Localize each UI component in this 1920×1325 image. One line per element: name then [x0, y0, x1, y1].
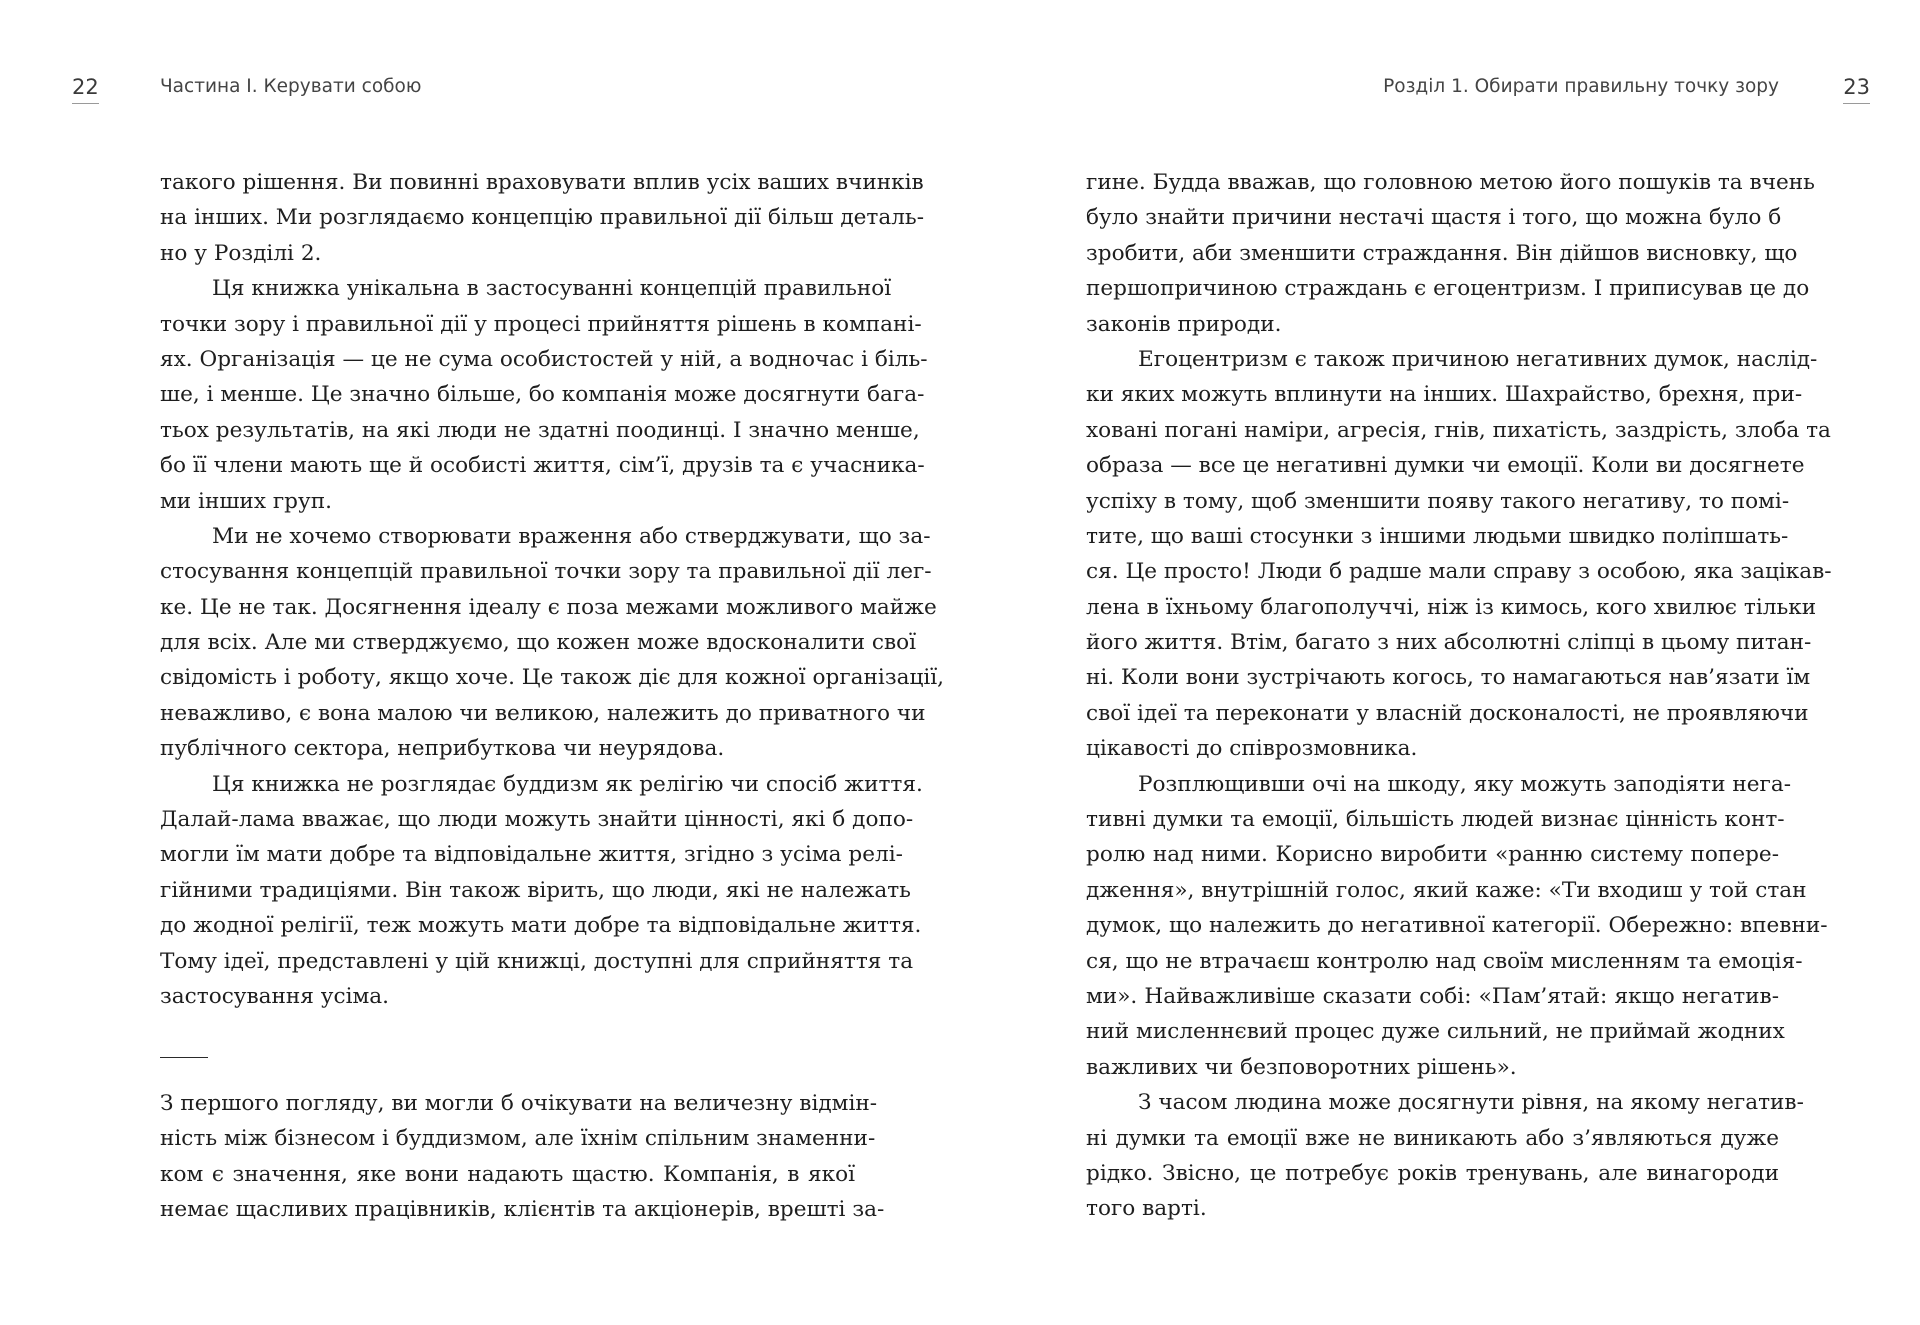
- text-line: Далай-лама вважає, що люди можуть знайти цінності, які б допо-: [160, 807, 914, 833]
- text-line: ні. Коли вони зустрічають когось, то намагаються нав’язати їм: [1086, 665, 1811, 691]
- text-line: було знайти причини нестачі щастя і того, що можна було б: [1086, 205, 1782, 231]
- paragraph: [1086, 767, 1828, 1086]
- left-page-continuation: [160, 1086, 885, 1228]
- text-line: но у Розділі 2.: [160, 240, 322, 266]
- text-line: застосування усіма.: [160, 983, 390, 1009]
- text-line: ше, і менше. Це значно більше, бо компанія може досягнути бага-: [160, 382, 925, 408]
- text-line: ний мисленнєвий процес дуже сильний, не приймай жодних: [1086, 1019, 1785, 1045]
- text-line: Тому ідеї, представлені у цій книжці, доступні для сприйняття та: [160, 948, 914, 974]
- text-line: цікавості до співрозмовника.: [1086, 736, 1418, 762]
- text-line: тивні думки та емоції, більшість людей визнає цінність конт-: [1086, 807, 1785, 833]
- text-line: на інших. Ми розглядаємо концепцію правильної дії більш деталь-: [160, 205, 924, 231]
- text-line: ховані погані наміри, агресія, гнів, пихатість, заздрість, злоба та: [1086, 417, 1831, 443]
- paragraph: [1086, 1085, 1804, 1227]
- text-line: ми». Найважливіше сказати собі: «Пам’ятай: якщо негатив-: [1086, 983, 1779, 1009]
- text-line: могли їм мати добре та відповідальне життя, згідно з усіма релі-: [160, 842, 903, 868]
- text-line: ся. Це просто! Люди б радше мали справу з особою, яка зацікав-: [1086, 559, 1832, 585]
- text-line: думок, що належить до негативної категорії. Обережно: впевни-: [1086, 913, 1828, 939]
- text-line: рідко. Звісно, це потребує років тренувань, але винагороди: [1086, 1160, 1779, 1186]
- text-line: ке. Це не так. Досягнення ідеалу є поза межами можливого майже: [160, 594, 937, 620]
- text-line: свідомість і роботу, якщо хоче. Це також діє для кожної організації,: [160, 665, 945, 691]
- text-line: ролю над ними. Корисно виробити «ранню систему попере-: [1086, 842, 1779, 868]
- text-line: для всіх. Але ми стверджуємо, що кожен може вдосконалити свої: [160, 630, 917, 656]
- text-line: того варті.: [1086, 1196, 1207, 1222]
- paragraph: [1086, 342, 1832, 767]
- text-line: успіху в тому, щоб зменшити появу такого негативу, то помі-: [1086, 488, 1790, 514]
- text-line: свої ідеї та переконати у власній досконалості, не проявляючи: [1086, 700, 1809, 726]
- text-line: Ми не хочемо створювати враження або стверджувати, що за-: [212, 523, 931, 549]
- text-line: до жодної релігії, теж можуть мати добре та відповідальне життя.: [160, 913, 922, 939]
- text-line: З часом людина може досягнути рівня, на якому негатив-: [1138, 1090, 1804, 1116]
- text-line: гине. Будда вважав, що головною метою його пошуків та вчень: [1086, 170, 1815, 195]
- page-number-right: 23: [1843, 74, 1870, 104]
- text-line: бо її члени мають ще й особисті життя, сім’ї, друзів та є учасника-: [160, 453, 925, 479]
- text-line: образа — все це негативні думки чи емоції. Коли ви досягнете: [1086, 453, 1805, 479]
- paragraph: [160, 519, 945, 767]
- text-line: дження», внутрішній голос, який каже: «Ти входиш у той стан: [1086, 877, 1807, 903]
- text-line: першопричиною страждань є егоцентризм. І приписував це до: [1086, 276, 1810, 302]
- text-line: публічного сектора, неприбуткова чи неурядова.: [160, 736, 725, 762]
- running-head-right: Розділ 1. Обирати правильну точку зору: [1383, 76, 1779, 97]
- section-separator: [160, 1057, 208, 1058]
- running-head-left: Частина І. Керувати собою: [160, 76, 422, 97]
- page-number-left: 22: [72, 74, 99, 104]
- text-line: тите, що ваші стосунки з іншими людьми швидко поліпшать-: [1086, 523, 1789, 549]
- text-line: лена в їхньому благополуччі, ніж із кимось, кого хвилює тільки: [1086, 594, 1817, 620]
- text-line: ність між бізнесом і буддизмом, але їхнім спільним знаменни-: [160, 1126, 876, 1152]
- text-line: неважливо, є вона малою чи великою, належить до приватного чи: [160, 700, 926, 726]
- text-line: стосування концепцій правильної точки зору та правильної дії лег-: [160, 559, 932, 585]
- text-line: Розплющивши очі на шкоду, яку можуть заподіяти нега-: [1138, 771, 1792, 797]
- text-line: його життя. Втім, багато з них абсолютні сліпці в цьому питан-: [1086, 630, 1812, 656]
- text-line: тьох результатів, на які люди не здатні поодинці. І значно менше,: [160, 417, 920, 443]
- text-line: зробити, аби зменшити страждання. Він дійшов висновку, що: [1086, 240, 1798, 266]
- left-page-body: [160, 165, 945, 1014]
- text-line: ком є значення, яке вони надають щастю. Компанія, в якої: [160, 1161, 855, 1187]
- text-line: ми інших груп.: [160, 488, 332, 514]
- text-line: Егоцентризм є також причиною негативних думок, наслід-: [1138, 346, 1818, 372]
- paragraph: [1086, 165, 1815, 342]
- text-line: Ця книжка не розглядає буддизм як релігію чи спосіб життя.: [212, 771, 923, 797]
- right-page-body: [1086, 165, 1832, 1227]
- text-line: ся, що не втрачаєш контролю над своїм мисленням та емоція-: [1086, 948, 1803, 974]
- text-line: ні думки та емоції вже не виникають або з’являються дуже: [1086, 1125, 1779, 1151]
- text-line: ки яких можуть вплинути на інших. Шахрайство, брехня, при-: [1086, 382, 1803, 408]
- text-line: важливих чи безповоротних рішень».: [1086, 1054, 1517, 1080]
- text-line: точки зору і правильної дії у процесі прийняття рішень в компані-: [160, 311, 922, 337]
- paragraph: [160, 165, 924, 271]
- text-line: законів природи.: [1086, 311, 1282, 337]
- text-line: ях. Організація — це не сума особистостей у ній, а водночас і біль-: [160, 346, 928, 372]
- text-line: З першого погляду, ви могли б очікувати на величезну відмін-: [160, 1091, 878, 1116]
- paragraph: [160, 767, 923, 1015]
- text-line: такого рішення. Ви повинні враховувати вплив усіх ваших вчинків: [160, 170, 924, 195]
- text-line: Ця книжка унікальна в застосуванні концепцій правильної: [212, 276, 892, 302]
- paragraph: [160, 271, 928, 519]
- text-line: гійними традиціями. Він також вірить, що люди, які не належать: [160, 877, 911, 903]
- text-line: немає щасливих працівників, клієнтів та акціонерів, врешті за-: [160, 1197, 885, 1223]
